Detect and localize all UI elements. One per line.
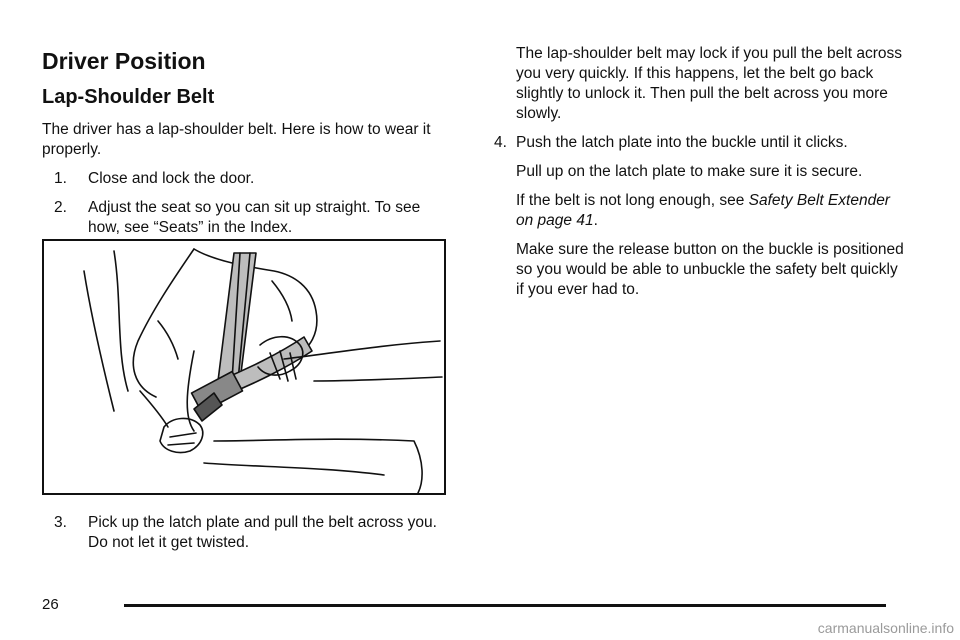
step-number: 3. — [54, 514, 67, 531]
step-number: 2. — [54, 199, 67, 216]
extender-suffix: . — [593, 212, 598, 229]
step-1 — [42, 169, 452, 189]
seatbelt-illustration-drawing — [44, 241, 444, 493]
step-text: Close and lock the door. — [88, 170, 255, 187]
extender-prefix: If the belt is not long enough, see — [516, 192, 749, 209]
intro-paragraph: The driver has a lap-shoulder belt. Here is how to wear it properly. — [42, 121, 431, 158]
locking-note: The lap-shoulder belt may lock if you pull the belt across you very quickly. If this happens, let the belt go back slightly to unlock it. Then pull the belt across you more slowly. — [516, 45, 902, 122]
footer-rule — [124, 604, 886, 607]
step-text: Adjust the seat so you can sit up straight. To see how, see “Seats” in the Index. — [88, 199, 421, 236]
section-title: Lap-Shoulder Belt — [42, 86, 215, 108]
right-column — [494, 44, 904, 309]
seatbelt-illustration — [42, 239, 446, 495]
watermark: carmanualsonline.info — [817, 620, 954, 636]
page-number: 26 — [42, 596, 59, 613]
step-3 — [42, 513, 452, 553]
release-button-note: Make sure the release button on the buckle is positioned so you would be able to unbuckle the safety belt quickly if you ever had to. — [516, 241, 904, 298]
secure-note: Pull up on the latch plate to make sure it is secure. — [516, 163, 863, 180]
step-3-block — [42, 513, 452, 562]
extender-reference-link[interactable]: Safety Belt Extender on page 41 — [516, 192, 890, 229]
step-number: 1. — [54, 170, 67, 187]
step-2 — [42, 198, 452, 238]
step-text: Pick up the latch plate and pull the belt across you. Do not let it get twisted. — [88, 514, 437, 551]
step-4 — [494, 133, 904, 153]
extender-note — [494, 191, 904, 231]
step-number: 4. — [494, 134, 507, 151]
left-column — [42, 44, 452, 247]
page-title: Driver Position — [42, 48, 206, 74]
step-text: Push the latch plate into the buckle until it clicks. — [516, 134, 848, 151]
